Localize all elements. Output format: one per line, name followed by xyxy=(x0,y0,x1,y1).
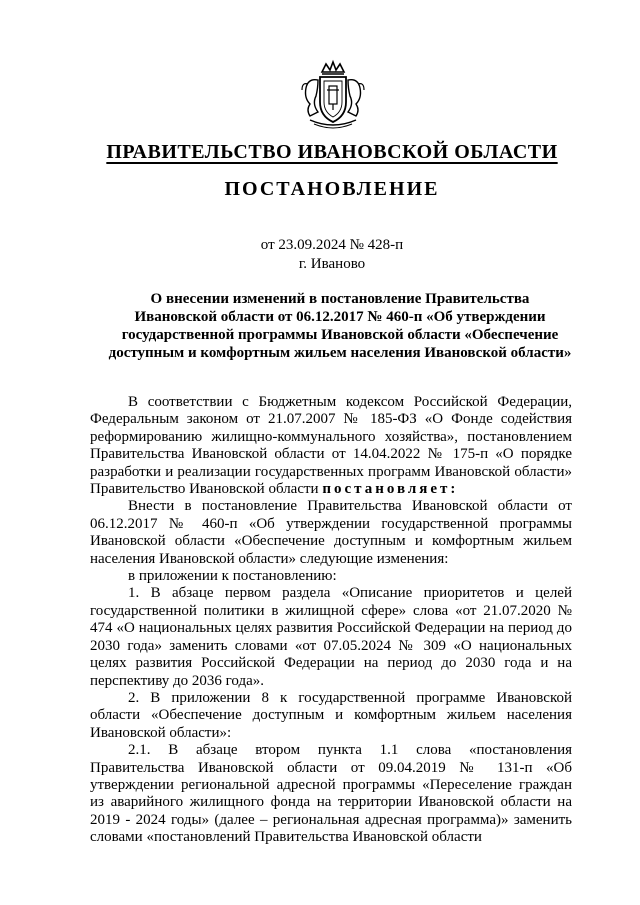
heading-line: Ивановской области от 06.12.2017 № 460-п «Об утверждении xyxy=(134,309,546,325)
body-paragraph xyxy=(90,394,572,498)
body-paragraph: в приложении к постановлению: xyxy=(128,568,337,585)
document-heading xyxy=(90,290,590,362)
document-type: ПОСТАНОВЛЕНИЕ xyxy=(224,178,440,200)
body-paragraph: 2. В приложении 8 к государственной программе Ивановской области «Обеспечение доступным и комфортным жильем населения Ивановской области»: xyxy=(90,689,572,741)
heading-line: доступным и комфортным жильем населения Ивановской области» xyxy=(108,345,572,361)
document-body xyxy=(90,394,572,847)
heading-line: государственной программы Ивановской области «Обеспечение xyxy=(121,327,559,343)
body-paragraph: 1. В абзаце первом раздела «Описание приоритетов и целей государственной политики в жилищной сфере» слова «от 21.07.2020 № 474 «О национальных целях развития Российской Федерации на период до 2030 года» заменить словами «от 07.05.2024 № 309 «О национальных целях развития Российской Федерации на период до 2030 года и на перспективу до 2036 года». xyxy=(90,585,572,689)
government-title: ПРАВИТЕЛЬСТВО ИВАНОВСКОЙ ОБЛАСТИ xyxy=(106,141,558,163)
document-city: г. Иваново xyxy=(298,256,366,272)
coat-of-arms-icon xyxy=(296,58,370,132)
paragraph-text: В соответствии с Бюджетным кодексом Российской Федерации, Федеральным законом от 21.07.2007 № 185-ФЗ «О Фонде содействия реформированию жилищно-коммунального хозяйства», постановлением Правительства Ивановской области от 14.04.2022 № 175-п «О порядке разработки и реализации государственных программ Ивановской области» Правительство Ивановской области xyxy=(90,394,572,498)
document-date-number: от 23.09.2024 № 428-п xyxy=(260,237,404,253)
resolution-keyword: постановляет: xyxy=(322,481,459,498)
heading-line: О внесении изменений в постановление Правительства xyxy=(150,291,530,307)
body-paragraph: 2.1. В абзаце втором пункта 1.1 слова «постановления Правительства Ивановской области от 09.04.2019 № 131-п «Об утверждении региональной адресной программы «Переселение граждан из аварийного жилищного фонда на территории Ивановской области на 2019 - 2024 годы» (далее – региональная адресная программа)» заменить словами «постановлений Правительства Ивановской области xyxy=(90,742,572,846)
body-paragraph: Внести в постановление Правительства Ивановской области от 06.12.2017 № 460-п «Об утверждении государственной программы Ивановской области «Обеспечение доступным и комфортным жильем населения Ивановской области» следующие изменения: xyxy=(90,498,572,567)
